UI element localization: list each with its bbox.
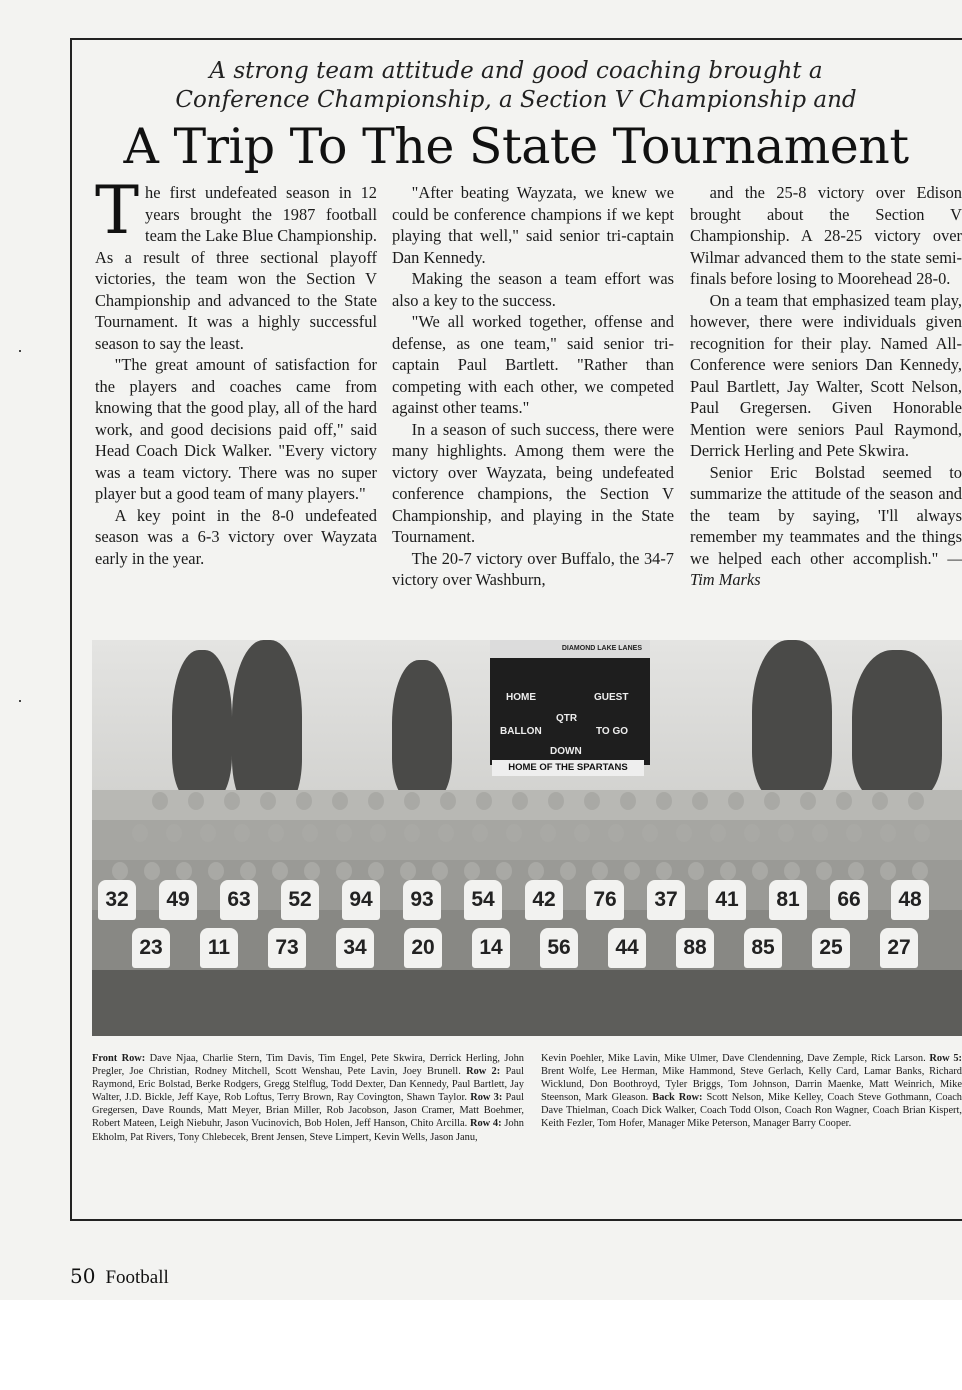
caption-names: Paul Gregersen, Dave Rounds, Matt Meyer, Brian Miller, Rob Jacobson, Jason Cramer, Matt Boehmer, Robert Mateen, Leigh Niebuhr, Jason Vucinovich, Bob Holen, Jeff Hanson, Chito Arcilla. [92, 1092, 524, 1130]
player-head [642, 824, 658, 842]
player-head [260, 792, 276, 810]
player-head [608, 824, 624, 842]
player-head [438, 824, 454, 842]
jersey-number: 11 [200, 928, 238, 968]
player-head [744, 824, 760, 842]
photo-tree [752, 640, 832, 800]
scoreboard-sign: DIAMOND LAKE LANES [490, 640, 650, 658]
jersey-number: 44 [608, 928, 646, 968]
jersey-number: 23 [132, 928, 170, 968]
player-head [132, 824, 148, 842]
jersey-number: 52 [281, 880, 319, 920]
player-head [144, 862, 160, 880]
player-head [560, 862, 576, 880]
jersey-number: 27 [880, 928, 918, 968]
player-head [800, 792, 816, 810]
player-head [548, 792, 564, 810]
player-head [506, 824, 522, 842]
jersey-number: 32 [98, 880, 136, 920]
caption-names: Scott Nelson, Mike Kelley, Coach Steve Gothmann, Coach Dave Thielman, Coach Dick Walker, Coach Todd Olson, Coach Ron Wagner, Coach Brian Kispert, Keith Fezler, Tom Hofer, Manager Mike Peterson, Manager Barry Cooper. [541, 1092, 962, 1130]
spartans-banner: HOME OF THE SPARTANS [492, 760, 644, 776]
player-head [710, 824, 726, 842]
player-head [304, 862, 320, 880]
player-head [208, 862, 224, 880]
player-head [816, 862, 832, 880]
player-head [176, 862, 192, 880]
caption-names: John Ekholm, Pat Rivers, Tony Chlebecek, Brent Jensen, Steve Limpert, Kevin Wells, Jason Janu, [92, 1118, 524, 1143]
player-head [688, 862, 704, 880]
player-head [728, 792, 744, 810]
scoreboard-qtr: QTR [556, 713, 578, 724]
paragraph: A key point in the 8-0 undefeated season was a 6-3 victory over Wayzata early in the year. [95, 505, 377, 568]
photo-tree [172, 650, 232, 800]
caption-names: Dave Njaa, Charlie Stern, Tim Davis, Tim Engel, Pete Skwira, Derrick Herling, John Pregler, Joe Christian, Rodney Mitchell, Scott Wenshau, Pete Lavin, Joey Brunell. [92, 1053, 524, 1078]
jersey-number: 73 [268, 928, 306, 968]
player-head [368, 792, 384, 810]
player-head [752, 862, 768, 880]
jersey-number: 41 [708, 880, 746, 920]
jersey-number: 42 [525, 880, 563, 920]
subtitle-line-2: Conference Championship, a Section V Championship and [175, 87, 857, 113]
player-head [620, 792, 636, 810]
player-head [912, 862, 928, 880]
player-head [624, 862, 640, 880]
player-head [152, 792, 168, 810]
paragraph: On a team that emphasized team play, however, there were individuals given recognition for their play. Named All-Conference were seniors Dan Kennedy, Paul Bartlett, Jay Walter, Scott Nelson, Paul Gregersen. Given Honorable Mention were seniors Paul Raymond, Derrick Herling and Pete Skwira. [690, 290, 962, 460]
player-head [272, 862, 288, 880]
player-head [848, 862, 864, 880]
player-head [296, 792, 312, 810]
jersey-number: 88 [676, 928, 714, 968]
player-head [472, 824, 488, 842]
player-head [234, 824, 250, 842]
caption-names: Brent Wolfe, Lee Herman, Mike Hammond, Steve Gerlach, Kelly Card, Lamar Banks, Richard Wicklund, Don Boothroyd, Tyler Briggs, Tom Johnson, Darrin Maenke, Matt Weinrich, Mike Steenson, Mark Gleason. [541, 1066, 962, 1104]
paragraph: "We all worked together, offense and defense, as one team," said senior tri-captain Paul Bartlett. "Rather than competing with each other, we competed against other teams." [392, 312, 674, 417]
jersey-number: 66 [830, 880, 868, 920]
jersey-number: 85 [744, 928, 782, 968]
scoreboard-togo: TO GO [596, 726, 629, 737]
page-number: 50 [70, 1264, 96, 1288]
team-rows [92, 780, 962, 970]
player-head [224, 792, 240, 810]
player-head [370, 824, 386, 842]
jersey-number: 94 [342, 880, 380, 920]
paragraph: Senior Eric Bolstad seemed to summarize the attitude of the season and the team by saying, 'I'll always remember my teammates and the things we helped each other accomplish." — Tim Marks [690, 462, 962, 589]
paragraph: and the 25-8 victory over Edison brought about the Section V Championship. A 28-25 victory over Wilmar advanced them to the state semi-finals before losing to Moorehead 28-0. [690, 183, 962, 288]
jersey-number: 25 [812, 928, 850, 968]
player-head [676, 824, 692, 842]
caption-right [541, 1052, 962, 1131]
team-row-band [92, 820, 962, 860]
player-head [404, 824, 420, 842]
margin-speck [19, 700, 21, 702]
caption-row-label: Row 4: [469, 1118, 502, 1130]
player-head [812, 824, 828, 842]
player-head [584, 792, 600, 810]
player-head [302, 824, 318, 842]
subtitle-line-1: A strong team attitude and good coaching brought a [209, 58, 823, 84]
player-head [400, 862, 416, 880]
player-head [836, 792, 852, 810]
caption-row-label: Row 2: [466, 1066, 501, 1078]
article-column-1 [95, 172, 377, 569]
article-column-3 [690, 182, 962, 624]
jersey-number: 20 [404, 928, 442, 968]
paragraph: In a season of such success, there were many highlights. Among them were the victory over Wayzata, being undefeated conference champions, the Section V Championship, and playing in the State Tournament. [392, 419, 674, 546]
caption-names: Kevin Poehler, Mike Lavin, Mike Ulmer, Dave Clendenning, Dave Zemple, Rick Larson. [541, 1053, 930, 1064]
player-head [656, 792, 672, 810]
byline: — Tim Marks [690, 548, 962, 589]
article-column-2 [392, 182, 674, 591]
player-head [476, 792, 492, 810]
player-head [880, 862, 896, 880]
player-head [200, 824, 216, 842]
player-head [496, 862, 512, 880]
scoreboard [490, 640, 650, 765]
page-folio [70, 1264, 169, 1289]
drop-cap: T [95, 172, 140, 249]
caption-row-label: Row 3: [470, 1092, 503, 1104]
headline: A Trip To The State Tournament [123, 118, 909, 175]
player-head [872, 792, 888, 810]
player-head [846, 824, 862, 842]
jersey-number: 37 [647, 880, 685, 920]
scoreboard-down: DOWN [550, 746, 582, 757]
player-head [574, 824, 590, 842]
paragraph: "After beating Wayzata, we knew we could be conference champions if we kept playing that well," said senior tri-captain Dan Kennedy. [392, 183, 674, 267]
caption-left [92, 1052, 524, 1144]
player-head [404, 792, 420, 810]
caption-row-label: Back Row: [652, 1092, 703, 1104]
player-head [656, 862, 672, 880]
paragraph: "The great amount of satisfaction for the players and coaches came from knowing that the good play, all of the hard work, and good decisions paid off," said Head Coach Dick Walker. "Every victory was a team victory. There was no super player but a good team of many players." [95, 355, 377, 503]
player-head [188, 792, 204, 810]
paragraph: Making the season a team effort was also a key to the success. [392, 269, 674, 310]
section-name: Football [105, 1267, 169, 1288]
caption-row-label: Row 5: [929, 1053, 962, 1064]
jersey-number: 34 [336, 928, 374, 968]
paragraph: The 20-7 victory over Buffalo, the 34-7 victory over Washburn, [392, 548, 674, 589]
jersey-number: 93 [403, 880, 441, 920]
team-photo [92, 640, 962, 1036]
caption-row-label: Front Row: [92, 1053, 146, 1064]
player-head [784, 862, 800, 880]
photo-tree [852, 650, 942, 800]
player-head [720, 862, 736, 880]
paragraph: The first undefeated season in 12 years brought the 1987 football team the Lake Blue Championship. As a result of three sectional playoff victories, the team won the Section V Championship and advanced to the State Tournament. It was a highly successful season to say the least. [95, 172, 377, 353]
player-head [512, 792, 528, 810]
player-head [914, 824, 930, 842]
player-head [432, 862, 448, 880]
scoreboard-ballon: BALLON [500, 726, 542, 737]
jersey-number: 49 [159, 880, 197, 920]
player-head [112, 862, 128, 880]
scoreboard-home: HOME [506, 692, 536, 703]
player-head [880, 824, 896, 842]
player-head [908, 792, 924, 810]
player-head [268, 824, 284, 842]
player-head [778, 824, 794, 842]
player-head [368, 862, 384, 880]
margin-speck [19, 350, 21, 352]
scoreboard-guest: GUEST [594, 692, 629, 703]
player-head [592, 862, 608, 880]
photo-tree [392, 660, 452, 800]
player-head [440, 792, 456, 810]
jersey-number: 48 [891, 880, 929, 920]
jersey-number: 63 [220, 880, 258, 920]
player-head [166, 824, 182, 842]
player-head [336, 824, 352, 842]
jersey-number: 56 [540, 928, 578, 968]
jersey-number: 76 [586, 880, 624, 920]
caption-names: Paul Raymond, Eric Bolstad, Berke Rodgers, Gregg Stelflug, Todd Dexter, Dan Kennedy, Paul Bartlett, Jay Walter, J.D. Bickle, Jeff Kaye, Rob Loftus, Terry Brown, Ray Covington, Shawn Taylor. [92, 1066, 524, 1104]
player-head [764, 792, 780, 810]
jersey-number: 81 [769, 880, 807, 920]
player-head [336, 862, 352, 880]
player-head [464, 862, 480, 880]
jersey-number: 14 [472, 928, 510, 968]
player-head [332, 792, 348, 810]
player-head [692, 792, 708, 810]
player-head [528, 862, 544, 880]
jersey-number: 54 [464, 880, 502, 920]
player-head [540, 824, 556, 842]
player-head [240, 862, 256, 880]
